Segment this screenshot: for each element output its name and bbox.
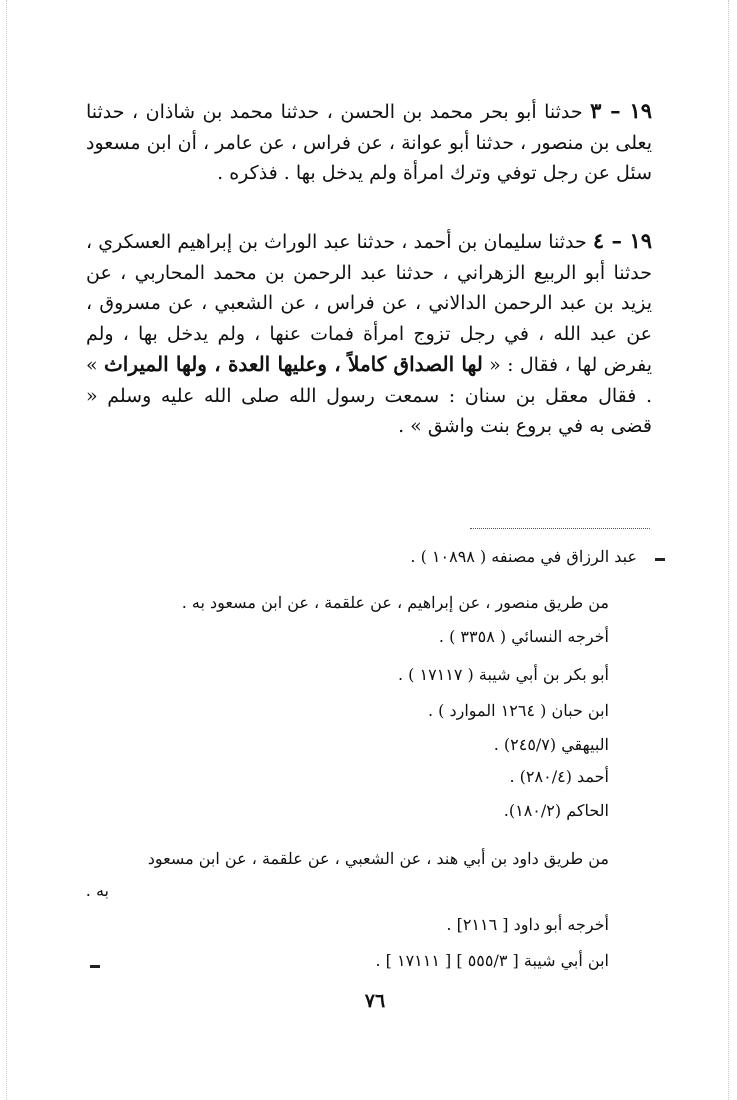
footnote-line-7: أحمد (٢٨٠/٤) . (509, 767, 609, 786)
footnote-line-5: ابن حبان ( ١٢٦٤ الموارد ) . (427, 701, 609, 720)
hadith-3-text: حدثنا أبو بحر محمد بن الحسن ، حدثنا محمد بن شاذان ، حدثنا يعلى بن منصور ، حدثنا أبو عوانة ، عن فراس ، عن عامر ، أن ابن مسعود سئل عن رجل توفي وترك امرأة ولم يدخل بها . فذكره . (86, 101, 652, 184)
hadith-4-text-part2: » . فقال معقل بن سنان : سمعت رسول الله صلى الله عليه وسلم « قضى به في بروع بنت واشق » . (86, 354, 652, 437)
footnote-line-12: ابن أبي شيبة [ ٥٥٥/٣ ] [ ١٧١١١ ] . (375, 951, 609, 970)
hadith-3-number: ١٩ – ٣ (590, 98, 652, 123)
footnote-line-9: من طريق داود بن أبي هند ، عن الشعبي ، عن علقمة ، عن ابن مسعود (147, 849, 609, 868)
footnote-line-3: أخرجه النسائي ( ٣٣٥٨ ) . (438, 627, 609, 646)
footnote-line-2: من طريق منصور ، عن إبراهيم ، عن علقمة ، عن ابن مسعود به . (181, 593, 609, 612)
hadith-4-number: ١٩ – ٤ (592, 228, 653, 253)
footnote-line-10: به . (85, 881, 109, 900)
page-number: ٧٦ (364, 990, 386, 1012)
hadith-4-bold-quote: لها الصداق كاملاً ، وعليها العدة ، ولها الميراث (103, 352, 483, 376)
footnote-dash-mark (655, 558, 665, 561)
footnote-line-4: أبو بكر بن أبي شيبة ( ١٧١١٧ ) . (397, 665, 609, 684)
hadith-4-paragraph (86, 226, 652, 442)
scan-edge-right (728, 0, 729, 1100)
footnote-dash-mark-bottom (90, 965, 100, 968)
hadith-3-paragraph (86, 96, 652, 189)
footnote-line-8: الحاكم (١٨٠/٢). (503, 801, 609, 820)
hadith-4-text-part1: حدثنا سليمان بن أحمد ، حدثنا عبد الوراث بن إبراهيم العسكري ، حدثنا أبو الربيع الزهراني ، حدثنا عبد الرحمن بن محمد المحاربي ، عن يزيد بن عبد الرحمن الدالاني ، عن فراس ، عن الشعبي ، عن مسروق ، عن عبد الله ، في رجل تزوج امرأة فمات عنها ، ولم يدخل بها ، ولم يفرض لها ، فقال : « (86, 231, 652, 376)
footnote-divider (470, 528, 650, 529)
footnote-line-6: البيهقي (٢٤٥/٧) . (493, 735, 609, 754)
scan-edge-left (6, 0, 7, 1100)
footnote-line-1: عبد الرزاق في مصنفه ( ١٠٨٩٨ ) . (410, 547, 637, 566)
footnote-line-11: أخرجه أبو داود [ ٢١١٦] . (446, 915, 609, 934)
